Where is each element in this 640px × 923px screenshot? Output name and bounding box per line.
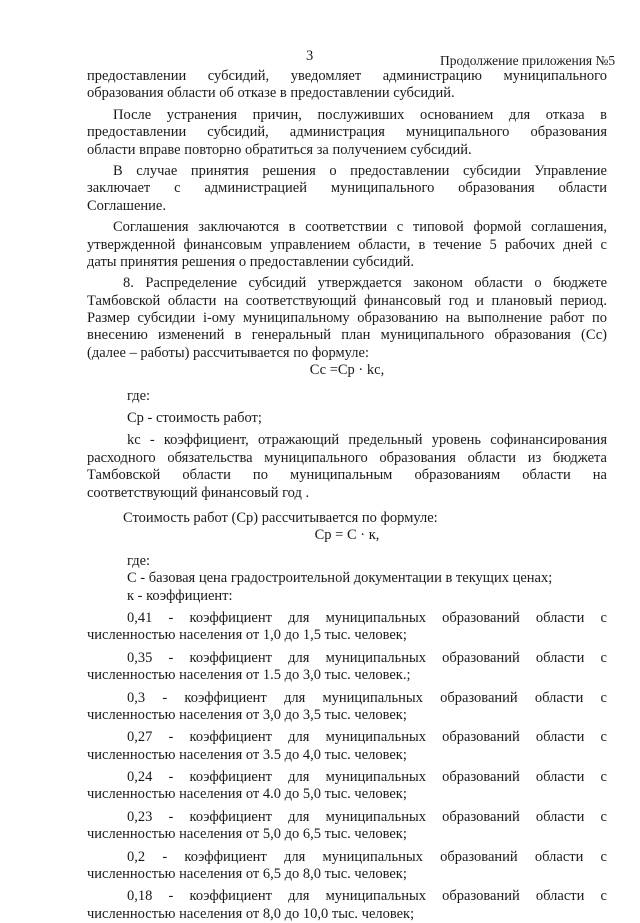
text-line: Сс =Ср · kс, xyxy=(309,362,385,379)
text-line: Соглашение. xyxy=(87,197,166,214)
text-line: численностью населения от 6,5 до 8,0 тыс. человек; xyxy=(87,866,407,883)
text-line: численностью населения от 1.5 до 3,0 тыс. человек.; xyxy=(87,667,411,684)
appendix-label: Продолжение приложения №5 xyxy=(440,53,616,68)
text-line: к - коэффициент: xyxy=(127,587,233,604)
text-line: 0,3 - коэффициент для муниципальных образований области с xyxy=(127,689,607,706)
text-line: Стоимость работ (Ср) рассчитывается по формуле: xyxy=(123,509,438,526)
page-number: 3 xyxy=(306,48,314,64)
text-line: Соглашения заключаются в соответствии с типовой формой соглашения, xyxy=(113,219,607,236)
text-line: предоставлении субсидий, администрация муниципального образования xyxy=(87,124,607,141)
text-line: численностью населения от 5,0 до 6,5 тыс. человек; xyxy=(87,826,407,843)
text-line: даты принятия решения о предоставлении субсидий. xyxy=(87,253,414,270)
text-line: численностью населения от 3,0 до 3,5 тыс. человек; xyxy=(87,706,407,723)
text-line: где: xyxy=(127,552,151,569)
text-line: 0,2 - коэффициент для муниципальных образований области с xyxy=(127,848,607,865)
text-line: После устранения причин, послуживших основанием для отказа в xyxy=(113,106,607,123)
document-body xyxy=(87,68,607,923)
text-line: Тамбовской области на соответствующий финансовый год и плановый период. xyxy=(87,292,607,309)
text-line: заключает с администрацией муниципального образования области xyxy=(87,180,607,197)
text-line: Размер субсидии i-ому муниципальному образованию на выполнение работ по xyxy=(87,310,607,327)
text-line: Тамбовской области по муниципальным образованиям области на xyxy=(87,467,607,484)
text-line: численностью населения от 3.5 до 4,0 тыс. человек; xyxy=(87,746,407,763)
text-line: В случае принятия решения о предоставлении субсидии Управление xyxy=(113,162,607,179)
text-line: внесению изменений в генеральный план муниципального образования (Сс) xyxy=(87,327,607,344)
text-line: где: xyxy=(127,387,151,404)
text-line: предоставлении субсидий, уведомляет администрацию муниципального xyxy=(87,68,607,84)
text-line: kс - коэффициент, отражающий предельный уровень софинансирования xyxy=(127,432,607,449)
text-line: Ср - стоимость работ; xyxy=(127,410,262,427)
text-line: 0,41 - коэффициент для муниципальных образований области с xyxy=(127,609,607,626)
text-line: Ср = С · к, xyxy=(314,527,380,544)
text-line: 0,24 - коэффициент для муниципальных образований области с xyxy=(127,769,607,786)
text-line: образования области об отказе в предоставлении субсидий. xyxy=(87,85,455,102)
text-line: С - базовая цена градостроительной документации в текущих ценах; xyxy=(127,570,553,587)
text-line: 0,35 - коэффициент для муниципальных образований области с xyxy=(127,649,607,666)
text-line: 0,18 - коэффициент для муниципальных образований области с xyxy=(127,888,607,905)
text-line: (далее – работы) рассчитывается по формуле: xyxy=(87,344,369,361)
text-line: численностью населения от 4.0 до 5,0 тыс. человек; xyxy=(87,786,407,803)
text-line: области вправе повторно обратиться за получением субсидий. xyxy=(87,141,472,158)
text-line: 0,27 - коэффициент для муниципальных образований области с xyxy=(127,729,607,746)
text-line: численностью населения от 8,0 до 10,0 тыс. человек; xyxy=(87,905,415,922)
text-line: численностью населения от 1,0 до 1,5 тыс. человек; xyxy=(87,627,407,644)
text-line: 0,23 - коэффициент для муниципальных образований области с xyxy=(127,808,607,825)
text-line: расходного обязательства муниципального образования области из бюджета xyxy=(87,449,607,466)
text-line: утвержденной финансовым управлением области, в течение 5 рабочих дней с xyxy=(87,236,607,253)
text-line: 8. Распределение субсидий утверждается законом области о бюджете xyxy=(123,275,607,292)
text-line: соответствующий финансовый год . xyxy=(87,484,310,501)
